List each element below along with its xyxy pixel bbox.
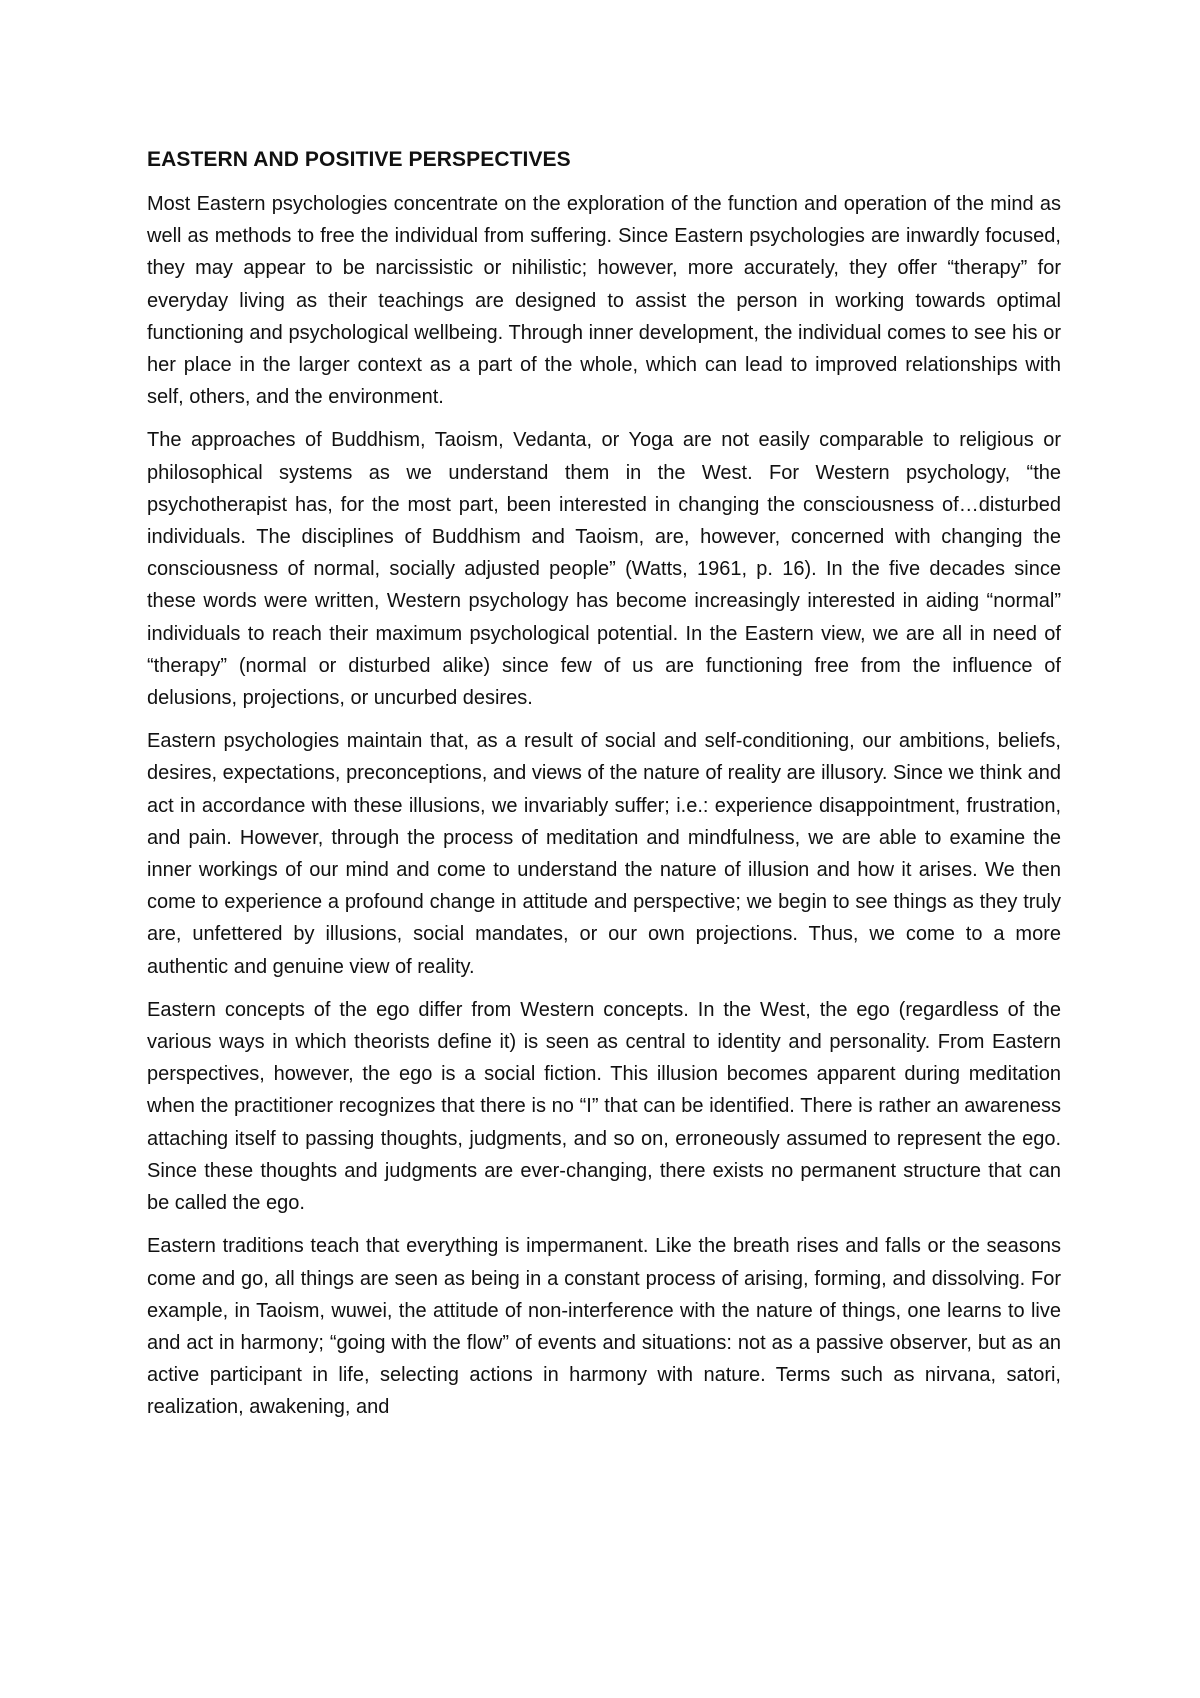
paragraph: Eastern concepts of the ego differ from Western concepts. In the West, the ego (regardless of the various ways in which theorists define it) is seen as central to identity and personality. From Eastern perspectives, however, the ego is a social fiction. This illusion becomes apparent during meditation when the practitioner recognizes that there is no “I” that can be identified. There is rather an awareness attaching itself to passing thoughts, judgments, and so on, erroneously assumed to represent the ego. Since these thoughts and judgments are ever-changing, there exists no permanent structure that can be called the ego. — [147, 998, 1061, 1215]
page-title: EASTERN AND POSITIVE PERSPECTIVES — [147, 148, 571, 171]
paragraph: Eastern traditions teach that everything is impermanent. Like the breath rises and falls or the seasons come and go, all things are seen as being in a constant process of arising, forming, and dissolving. For example, in Taoism, wuwei, the attitude of non-interference with the nature of things, one learns to live and act in harmony; “going with the flow” of events and situations: not as a passive observer, but as an active participant in life, selecting actions in harmony with nature. Terms such as nirvana, satori, realization, awakening, and — [147, 1235, 1061, 1419]
paragraph: Eastern psychologies maintain that, as a result of social and self-conditioning, our ambitions, beliefs, desires, expectations, preconceptions, and views of the nature of reality are illusory. Since we think and act in accordance with these illusions, we invariably suffer; i.e.: experience disappointment, frustration, and pain. However, through the process of meditation and mindfulness, we are able to examine the inner workings of our mind and come to understand the nature of illusion and how it arises. We then come to experience a profound change in attitude and perspective; we begin to see things as they truly are, unfettered by illusions, social mandates, or our own projections. Thus, we come to a more authentic and genuine view of reality. — [147, 730, 1061, 978]
document-body — [147, 144, 1061, 1435]
paragraph: Most Eastern psychologies concentrate on the exploration of the function and operation of the mind as well as methods to free the individual from suffering. Since Eastern psychologies are inwardly focused, they may appear to be narcissistic or nihilistic; however, more accurately, they offer “therapy” for everyday living as their teachings are designed to assist the person in working towards optimal functioning and psychological wellbeing. Through inner development, the individual comes to see his or her place in the larger context as a part of the whole, which can lead to improved relationships with self, others, and the environment. — [147, 193, 1061, 409]
paragraph: The approaches of Buddhism, Taoism, Vedanta, or Yoga are not easily comparable to religious or philosophical systems as we understand them in the West. For Western psychology, “the psychotherapist has, for the most part, been interested in changing the consciousness of…disturbed individuals. The disciplines of Buddhism and Taoism, are, however, concerned with changing the consciousness of normal, socially adjusted people” (Watts, 1961, p. 16). In the five decades since these words were written, Western psychology has become increasingly interested in aiding “normal” individuals to reach their maximum psychological potential. In the Eastern view, we are all in need of “therapy” (normal or disturbed alike) since few of us are functioning free from the influence of delusions, projections, or uncurbed desires. — [147, 429, 1061, 710]
